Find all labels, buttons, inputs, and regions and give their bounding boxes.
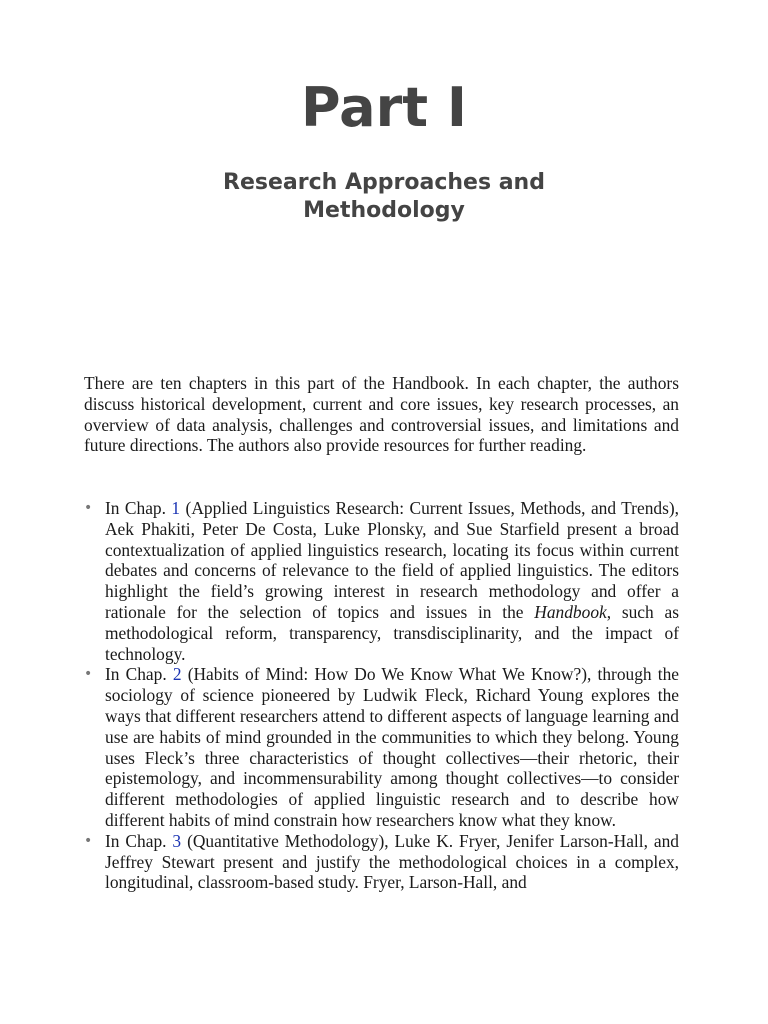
handbook-title-italic: Handbook: [534, 601, 607, 622]
chapter-3-link[interactable]: 3: [172, 830, 182, 851]
chapter-summary-text: (Quantitative Methodology), Luke K. Fryer, Jenifer Larson-Hall, and Jeffrey Stewart present and justify the methodological choices in a complex, longitudinal, classroom-based study. Fryer, Larson-Hall, and: [105, 830, 679, 893]
chapter-1-link[interactable]: 1: [171, 498, 181, 518]
chapter-summary-text: (Applied Linguistics Research: Current Issues, Methods, and Trends), Aek Phakiti, Peter De Costa, Luke Plonsky, and Sue Starfield present a broad contextualization of applied linguistics research, locating its focus within current debates and concerns of relevance to the field of applied linguistics. The editors highlight the field’s growing interest in research methodology and offer a rationale for the selection of topics and issues in the: [105, 498, 679, 622]
bullet-icon: •: [84, 666, 93, 683]
chapter-summary-text: (Habits of Mind: How Do We Know What We Know?), through the sociology of science pioneered by Ludwik Fleck, Richard Young explores the ways that different researchers attend to different aspects of language learning and use are habits of mind grounded in the communities to which they belong. Young uses Fleck’s three characteristics of thought collectives—their rhetoric, their epistemology, and incommensurability among thought collectives—to consider different methodologies of applied linguistic research and to describe how different habits of mind constrain how researchers know what they know.: [105, 664, 679, 830]
chapter-prefix: In Chap.: [105, 498, 172, 518]
chapter-summary-list: [84, 498, 679, 893]
bullet-icon: •: [84, 500, 93, 516]
chapter-summary-item: [84, 831, 679, 893]
chapter-summary-item: [84, 498, 679, 664]
chapter-2-link[interactable]: 2: [172, 664, 182, 685]
chapter-prefix: In Chap.: [105, 664, 173, 685]
part-subtitle: Research Approaches and Methodology: [223, 170, 545, 223]
chapter-prefix: In Chap.: [105, 830, 173, 851]
chapter-summary-item: [84, 664, 679, 830]
bullet-icon: •: [84, 832, 93, 849]
part-title: Part I: [301, 76, 467, 139]
chapter-summary-text: , such as methodological reform, transparency, transdisciplinarity, and the impact of technology.: [105, 601, 679, 664]
intro-paragraph: There are ten chapters in this part of the Handbook. In each chapter, the authors discuss historical development, current and core issues, key research processes, an overview of data analysis, challenges and controversial issues, and limitations and future directions. The authors also provide resources for further reading.: [84, 373, 679, 456]
